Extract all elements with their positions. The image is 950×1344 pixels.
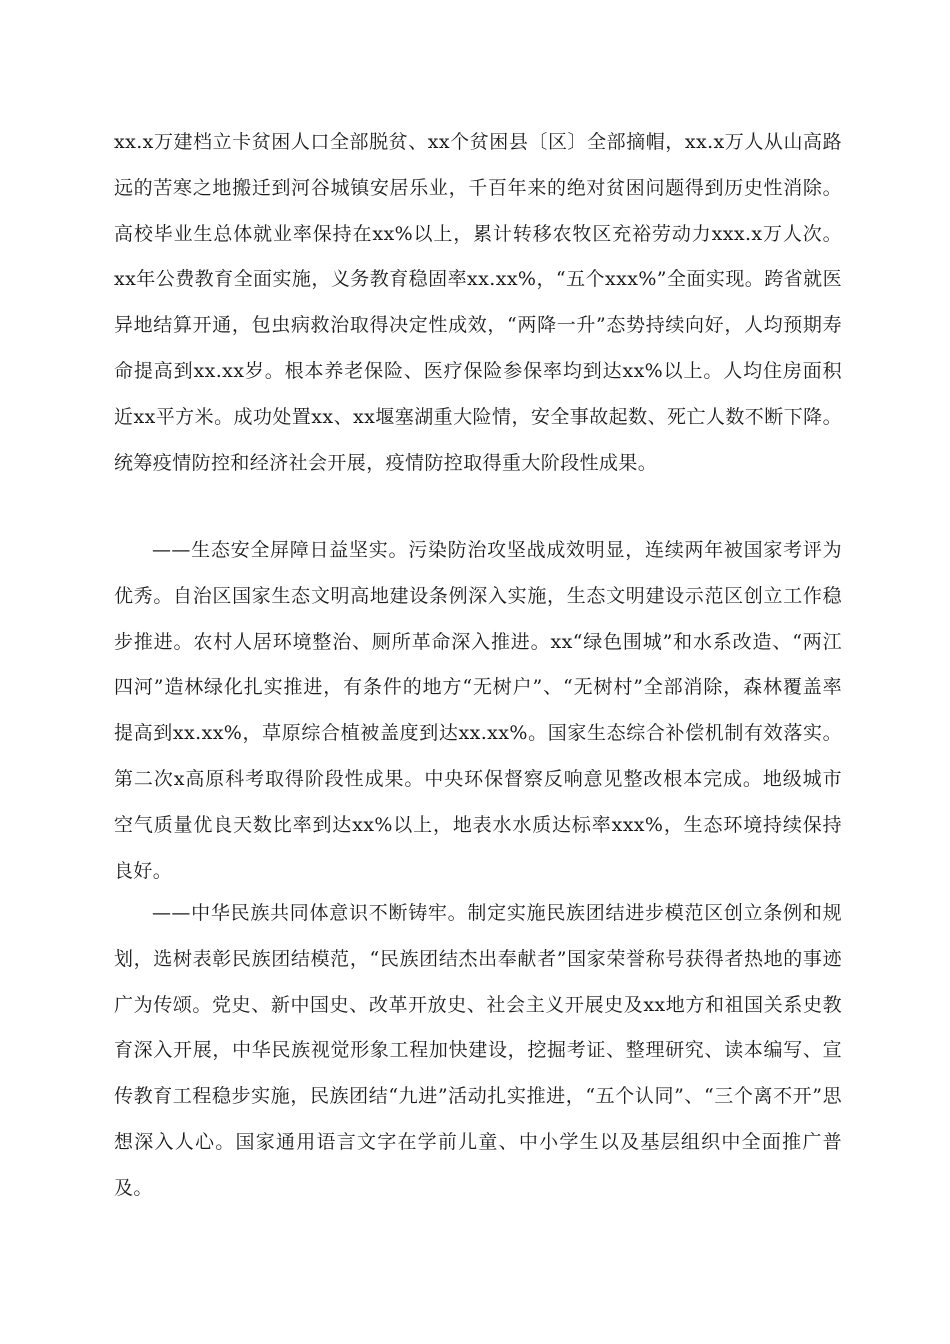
- paragraph-text: ——生态安全屏障日益坚实。污染防治攻坚战成效明显，连续两年被国家考评为优秀。自治区国家生态文明高地建设条例深入实施，生态文明建设示范区创立工作稳步推进。农村人居环境整治、厕所革命深入推进。xx“绿色围城”和水系改造、“两江四河”造林绿化扎实推进，有条件的地方“无树户”、“无树村”全部消除，森林覆盖率提高到xx.xx%，草原综合植被盖度到达xx.xx%。国家生态综合补偿机制有效落实。第二次x高原科考取得阶段性成果。中央环保督察反响意见整改根本完成。地级城市空气质量优良天数比率到达xx%以上，地表水水质达标率xxx%，生态环境持续保持良好。: [114, 539, 842, 882]
- paragraph-text: xx.x万建档立卡贫困人口全部脱贫、xx个贫困县〔区〕全部摘帽，xx.x万人从山高路远的苦寒之地搬迁到河谷城镇安居乐业，千百年来的绝对贫困问题得到历史性消除。高校毕业生总体就业率保持在xx%以上，累计转移农牧区充裕劳动力xxx.x万人次。xx年公费教育全面实施，义务教育稳固率xx.xx%，“五个xxx%”全面实现。跨省就医异地结算开通，包虫病救治取得决定性成效，“两降一升”态势持续向好，人均预期寿命提高到xx.xx岁。根本养老保险、医疗保险参保率均到达xx%以上。人均住房面积近xx平方米。成功处置xx、xx堰塞湖重大险情，安全事故起数、死亡人数不断下降。统筹疫情防控和经济社会开展，疫情防控取得重大阶段性成果。: [114, 131, 842, 474]
- paragraph-text: ——中华民族共同体意识不断铸牢。制定实施民族团结进步模范区创立条例和规划，选树表彰民族团结模范，“民族团结杰出奉献者”国家荣誉称号获得者热地的事迹广为传颂。党史、新中国史、改革开放史、社会主义开展史及xx地方和祖国关系史教育深入开展，中华民族视觉形象工程加快建设，挖掘考证、整理研究、读本编写、宣传教育工程稳步实施，民族团结“九进”活动扎实推进，“五个认同”、“三个离不开”思想深入人心。国家通用语言文字在学前儿童、中小学生以及基层组织中全面推广普及。: [114, 902, 842, 1199]
- paragraph-poverty-and-livelihood: [114, 120, 842, 486]
- paragraph-ecological-security: [114, 528, 842, 894]
- paragraph-national-unity: [114, 891, 842, 1212]
